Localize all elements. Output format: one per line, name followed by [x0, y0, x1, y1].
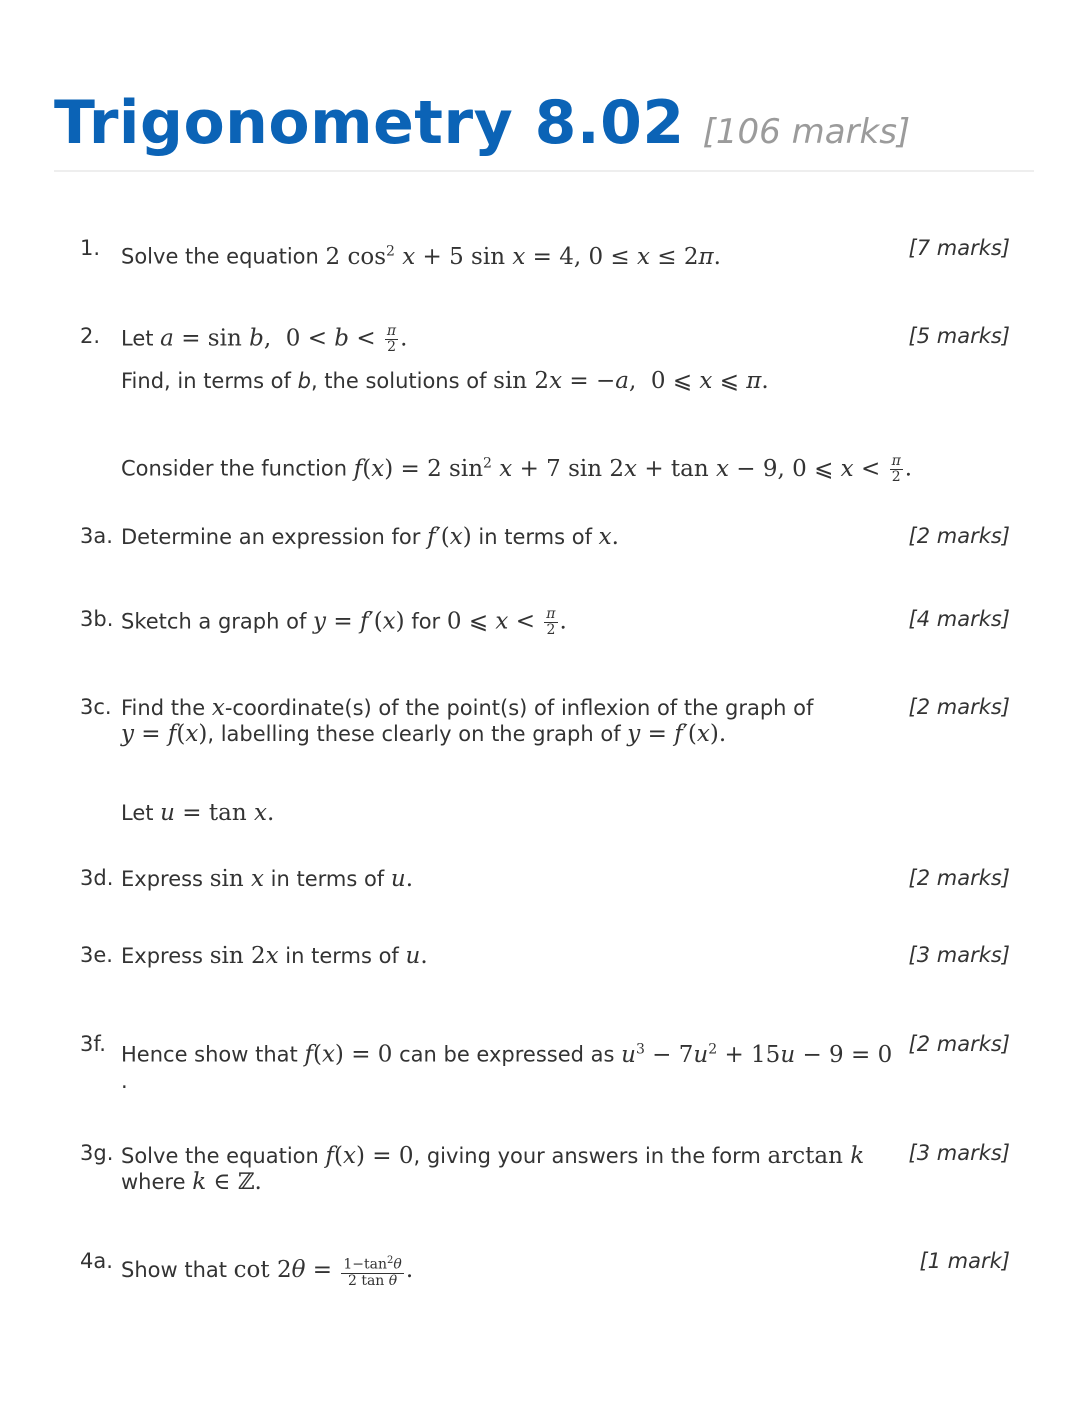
question-marks: [2 marks] — [908, 524, 1010, 548]
question-text: Let a = sin b, 0 < b < $\frac{\pi}{2}$ . — [121, 323, 408, 355]
question-subtext: Find, in terms of b, the solutions of sin 2x = −a, 0 ⩽ x ⩽ π. — [121, 368, 769, 394]
page-header — [54, 88, 1034, 172]
question-number: 3d. — [80, 866, 114, 890]
question-marks: [3 marks] — [908, 1141, 1010, 1165]
question-number: 3b. — [80, 607, 114, 631]
question-number: 2. — [80, 324, 101, 348]
question-text: Hence show that f(x) = 0 can be expressed as $u^3 - 7u^2 + 15u - 9 = 0$ . — [121, 1041, 893, 1093]
question-text: Express sin 2x in terms of u. — [121, 943, 428, 969]
question-text: Express sin x in terms of u. — [121, 866, 414, 892]
intro-text: Consider the function f(x) = 2 $\sin^2 x + 7$ sin 2x + tan x − 9, 0 ⩽ x < $\frac{\pi}{2}$ . — [121, 453, 913, 486]
question-number: 3e. — [80, 943, 113, 967]
question-text: Show that cot 2θ = $\frac{1-\tan^2\theta}{\text{2 tan θ}}$ . — [121, 1255, 414, 1289]
question-number: 3f. — [80, 1032, 106, 1056]
question-marks: [1 mark] — [919, 1249, 1010, 1273]
intro-text: Let u = tan x. — [121, 800, 275, 826]
question-marks: [5 marks] — [908, 324, 1010, 348]
question-marks: [4 marks] — [908, 607, 1010, 631]
question-marks: [2 marks] — [908, 866, 1010, 890]
title-text: Trigonometry 8.02 — [54, 88, 685, 158]
question-number: 4a. — [80, 1249, 113, 1273]
page-title — [54, 88, 910, 158]
question-marks: [2 marks] — [908, 1032, 1010, 1056]
question-text: Determine an expression for f′(x) in terms of x. — [121, 524, 619, 550]
total-marks: [106 marks] — [702, 112, 911, 152]
question-text: Solve the equation f(x) = 0, giving your answers in the form arctan k where k ∈ ℤ. — [121, 1143, 865, 1195]
question-number: 1. — [80, 236, 101, 260]
question-text: Sketch a graph of y = f′(x) for 0 ⩽ x < $\frac{\pi}{2}$ . — [121, 606, 567, 638]
question-marks: [3 marks] — [908, 943, 1010, 967]
question-number: 3g. — [80, 1141, 114, 1165]
question-marks: [7 marks] — [908, 236, 1010, 260]
question-text: Find the x-coordinate(s) of the point(s) of inflexion of the graph of y = f(x), labelling these clearly on the graph of y = f′(x). — [121, 695, 814, 747]
question-number: 3c. — [80, 695, 112, 719]
question-marks: [2 marks] — [908, 695, 1010, 719]
question-text: Solve the equation 2 $\cos^2 x + 5$ sin x = 4, 0 ≤ x ≤ 2π. — [121, 243, 721, 270]
question-number: 3a. — [80, 524, 113, 548]
math: 2 $\cos^2 x + 5$ sin x = 4, 0 ≤ x ≤ 2π. — [325, 243, 721, 270]
